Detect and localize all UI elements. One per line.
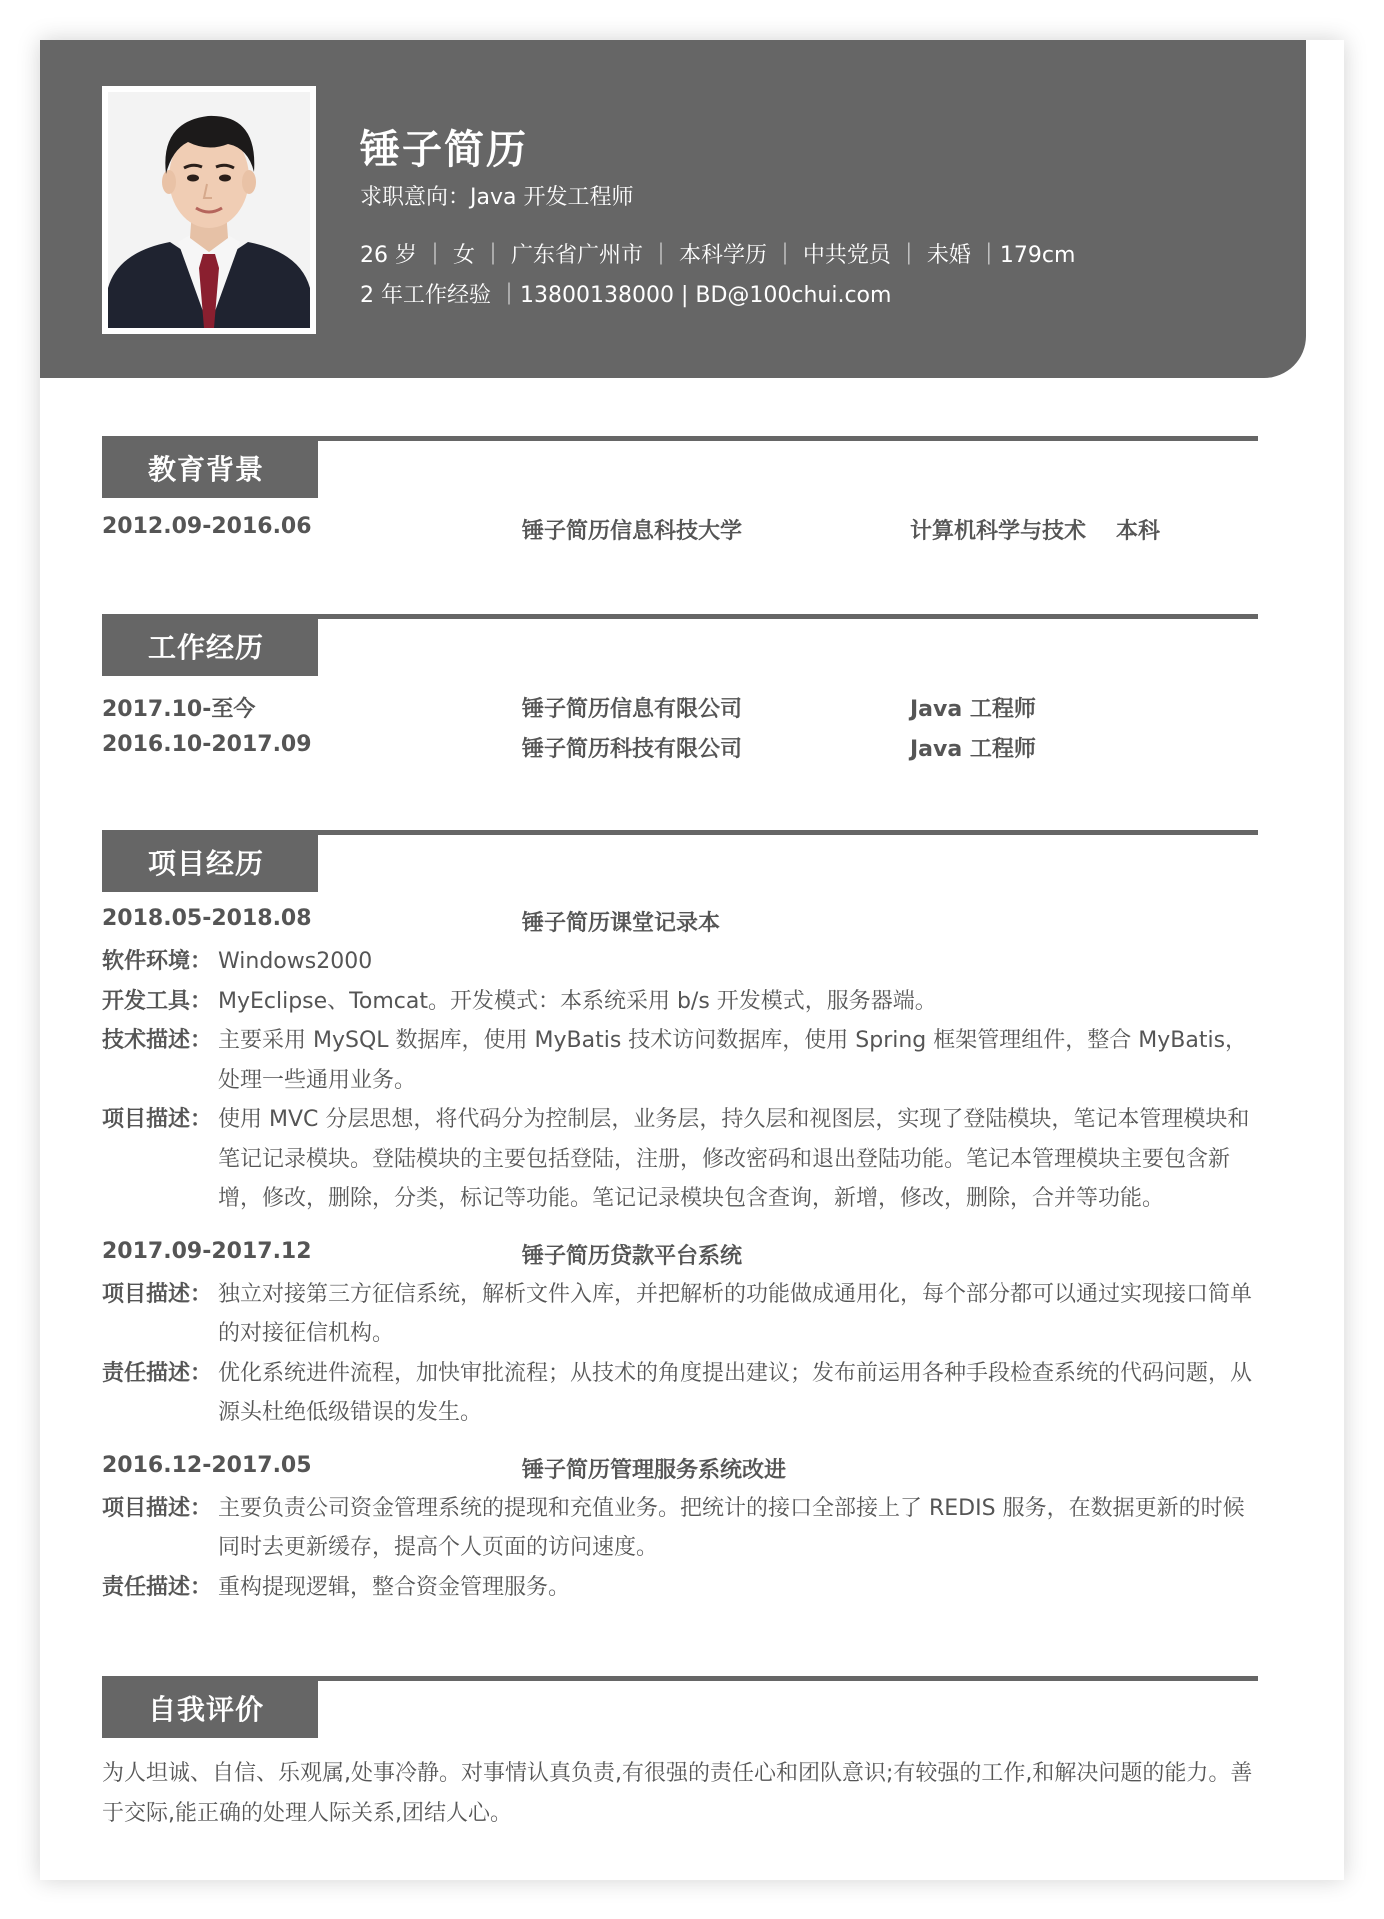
detail-label: 软件环境： <box>102 949 213 974</box>
detail-text: 主要采用 MySQL 数据库，使用 MyBatis 技术访问数据库，使用 Spring 框架管理组件，整合 MyBatis，处理一些通用业务。 <box>218 1028 1248 1093</box>
detail-text: 主要负责公司资金管理系统的提现和充值业务。把统计的接口全部接上了 REDIS 服务，在数据更新的时候同时去更新缓存，提高个人页面的访问速度。 <box>218 1495 1245 1560</box>
work-period: 2016.10-2017.09 <box>102 732 312 757</box>
section-title: 项目经历 <box>102 835 318 892</box>
project-header <box>102 1235 1258 1275</box>
detail-text: 重构提现逻辑，整合资金管理服务。 <box>218 1574 571 1600</box>
project-item <box>102 1449 1258 1608</box>
project-detail <box>102 1021 1258 1100</box>
project-period: 2016.12-2017.05 <box>102 1452 312 1478</box>
detail-text: 独立对接第三方征信系统，解析文件入库，并把解析的功能做成通用化，每个部分都可以通过实现接口简单的对接征信机构。 <box>218 1281 1253 1346</box>
education-row <box>102 508 1258 548</box>
project-item <box>102 1235 1258 1433</box>
project-detail <box>102 1275 1258 1354</box>
section-title: 自我评价 <box>102 1681 318 1738</box>
project-detail <box>102 1489 1258 1568</box>
work-row <box>102 686 1258 726</box>
self-evaluation-section <box>102 1676 1258 1834</box>
projects-section <box>102 830 1258 1607</box>
project-header <box>102 902 1258 942</box>
project-period: 2017.09-2017.12 <box>102 1238 312 1264</box>
section-title: 教育背景 <box>102 441 318 498</box>
work-role: Java 工程师 <box>910 737 1036 762</box>
project-detail <box>102 982 1258 1022</box>
project-header <box>102 1449 1258 1489</box>
education-section <box>102 436 1258 548</box>
education-period: 2012.09-2016.06 <box>102 514 312 539</box>
education-school: 锤子简历信息科技大学 <box>522 519 743 544</box>
project-detail <box>102 1100 1258 1219</box>
project-name: 锤子简历管理服务系统改进 <box>522 1457 787 1483</box>
resume-page <box>40 40 1344 1880</box>
project-item <box>102 902 1258 1219</box>
work-company: 锤子简历科技有限公司 <box>522 737 743 762</box>
project-detail <box>102 1354 1258 1433</box>
detail-text: 使用 MVC 分层思想，将代码分为控制层，业务层，持久层和视图层，实现了登陆模块，笔记本管理模块和笔记记录模块。登陆模块的主要包括登陆，注册，修改密码和退出登陆功能。笔记本管理模块主要包含新增，修改，删除，分类，标记等功能。笔记记录模块包含查询，新增，修改，删除，合并等功能。 <box>218 1107 1250 1211</box>
work-period: 2017.10-至今 <box>102 697 256 722</box>
resume-header <box>40 40 1306 378</box>
project-name: 锤子简历贷款平台系统 <box>522 1243 743 1269</box>
personal-info-line-1: 26 岁 ｜ 女 ｜ 广东省广州市 ｜ 本科学历 ｜ 中共党员 ｜ 未婚 ｜179cm <box>360 243 1076 268</box>
project-detail <box>102 942 1258 982</box>
detail-label: 项目描述： <box>102 1495 213 1521</box>
detail-text: MyEclipse、Tomcat。开发模式：本系统采用 b/s 开发模式，服务器端。 <box>218 988 937 1014</box>
education-degree: 本科 <box>1116 519 1161 544</box>
section-title: 工作经历 <box>102 619 318 676</box>
self-evaluation-text: 为人坦诚、自信、乐观属,处事冷静。对事情认真负责,有很强的责任心和团队意识;有较强的工作,和解决问题的能力。善于交际,能正确的处理人际关系,团结人心。 <box>102 1761 1253 1826</box>
job-intent: 求职意向：Java 开发工程师 <box>360 185 634 210</box>
project-detail <box>102 1568 1258 1608</box>
detail-text: Windows2000 <box>218 949 373 974</box>
work-company: 锤子简历信息有限公司 <box>522 697 743 722</box>
detail-label: 项目描述： <box>102 1107 213 1132</box>
detail-label: 项目描述： <box>102 1281 213 1307</box>
work-row <box>102 726 1258 766</box>
work-section <box>102 614 1258 766</box>
work-role: Java 工程师 <box>910 697 1036 722</box>
detail-label: 技术描述： <box>102 1028 213 1053</box>
personal-info-line-2: 2 年工作经验 ｜13800138000 | BD@100chui.com <box>360 283 892 308</box>
project-period: 2018.05-2018.08 <box>102 906 312 931</box>
profile-photo <box>102 86 316 334</box>
candidate-name: 锤子简历 <box>360 127 528 173</box>
project-name: 锤子简历课堂记录本 <box>522 911 721 936</box>
detail-label: 责任描述： <box>102 1574 213 1600</box>
person-silhouette-icon <box>108 92 310 328</box>
detail-text: 优化系统进件流程，加快审批流程；从技术的角度提出建议；发布前运用各种手段检查系统的代码问题，从源头杜绝低级错误的发生。 <box>218 1360 1253 1425</box>
detail-label: 责任描述： <box>102 1360 213 1386</box>
detail-label: 开发工具： <box>102 988 213 1014</box>
education-major: 计算机科学与技术 <box>910 519 1087 544</box>
